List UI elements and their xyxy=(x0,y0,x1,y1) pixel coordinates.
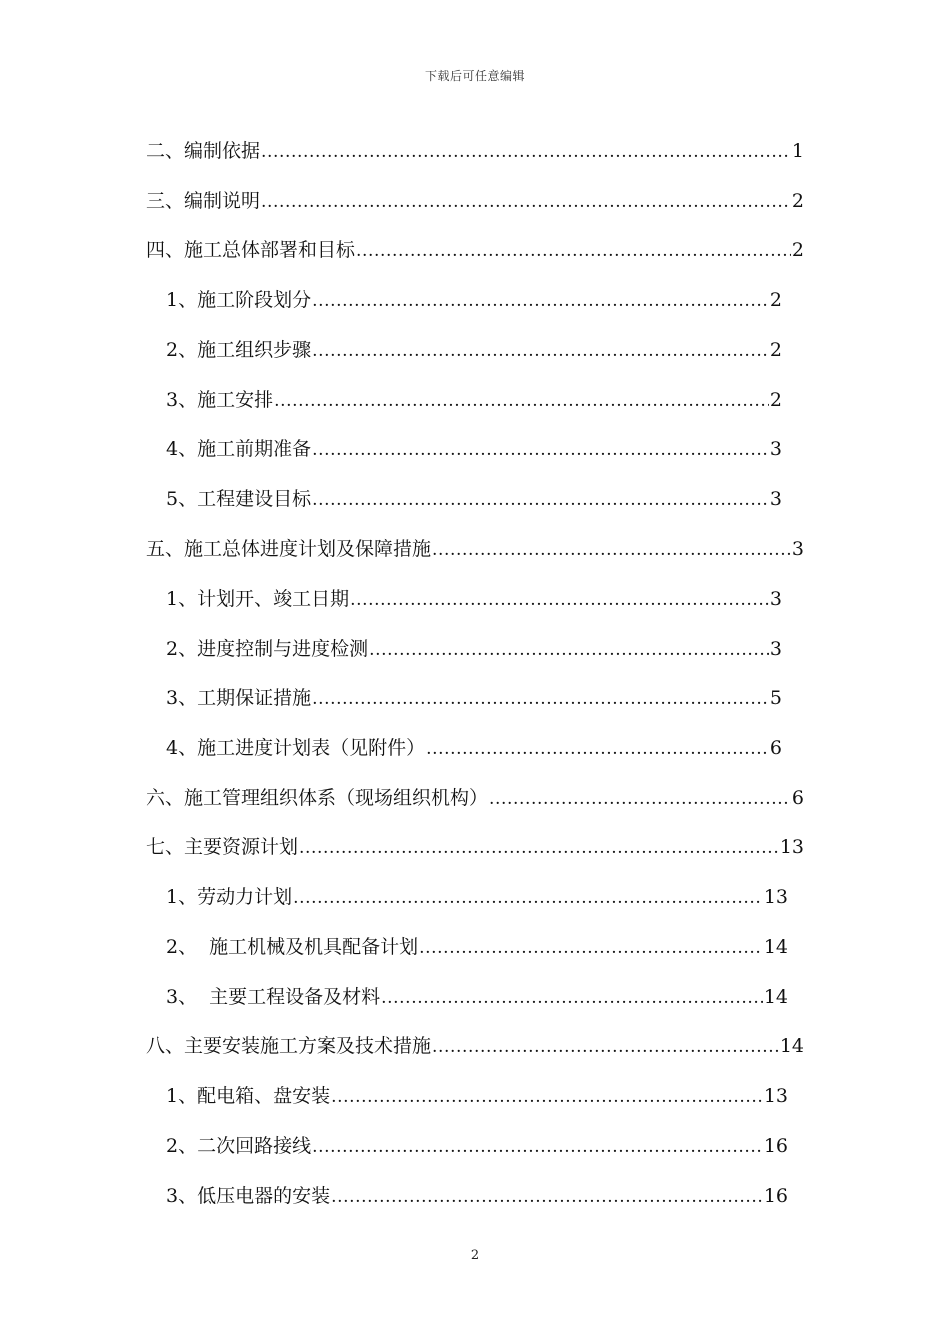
toc-dot-leader xyxy=(350,583,769,617)
toc-entry[interactable] xyxy=(146,184,804,218)
toc-entry[interactable] xyxy=(166,582,782,616)
toc-entry[interactable] xyxy=(166,383,782,417)
toc-entry[interactable] xyxy=(166,1079,788,1113)
toc-entry-label: 3、施工安排 xyxy=(166,389,274,411)
toc-entry-page: 3 xyxy=(769,588,782,610)
toc-dot-leader xyxy=(312,483,769,517)
toc-dot-leader xyxy=(312,334,769,368)
toc-entry[interactable] xyxy=(166,1179,788,1213)
toc-dot-leader xyxy=(369,633,769,667)
toc-entry-page: 3 xyxy=(791,538,804,560)
toc-entry-page: 5 xyxy=(769,687,782,709)
toc-entry[interactable] xyxy=(146,830,804,864)
toc-entry-page: 14 xyxy=(763,986,788,1008)
toc-entry[interactable] xyxy=(166,681,782,715)
toc-entry-label: 五、施工总体进度计划及保障措施 xyxy=(146,538,432,560)
toc-entry-page: 3 xyxy=(769,488,782,510)
toc-entry-page: 13 xyxy=(763,886,788,908)
page-number: 2 xyxy=(470,1248,480,1263)
toc-entry-label: 2、 施工机械及机具配备计划 xyxy=(166,936,419,958)
toc-entry-label: 七、主要资源计划 xyxy=(146,836,299,858)
toc-entry-label: 2、二次回路接线 xyxy=(166,1135,312,1157)
toc-entry[interactable] xyxy=(166,333,782,367)
toc-entry-page: 2 xyxy=(769,339,782,361)
toc-dot-leader xyxy=(261,135,791,169)
toc-entry[interactable] xyxy=(146,134,804,168)
toc-entry-page: 16 xyxy=(763,1135,788,1157)
toc-dot-leader xyxy=(426,732,769,766)
toc-entry-page: 14 xyxy=(763,936,788,958)
toc-entry-page: 2 xyxy=(791,190,804,212)
toc-entry[interactable] xyxy=(166,731,782,765)
toc-entry[interactable] xyxy=(166,482,782,516)
toc-dot-leader xyxy=(381,981,763,1015)
toc-entry-label: 四、施工总体部署和目标 xyxy=(146,239,356,261)
toc-dot-leader xyxy=(312,284,769,318)
toc-entry-page: 14 xyxy=(779,1035,804,1057)
toc-dot-leader xyxy=(331,1180,763,1214)
toc-entry-page: 6 xyxy=(769,737,782,759)
toc-dot-leader xyxy=(299,831,779,865)
toc-entry-page: 2 xyxy=(769,289,782,311)
toc-entry[interactable] xyxy=(166,980,788,1014)
toc-entry-label: 3、 主要工程设备及材料 xyxy=(166,986,381,1008)
toc-entry-label: 六、施工管理组织体系（现场组织机构） xyxy=(146,787,489,809)
toc-entry-label: 1、配电箱、盘安装 xyxy=(166,1085,331,1107)
toc-entry[interactable] xyxy=(166,283,782,317)
toc-entry-label: 4、施工进度计划表（见附件） xyxy=(166,737,426,759)
toc-entry[interactable] xyxy=(166,880,788,914)
page-header: 下载后可任意编辑 xyxy=(424,69,525,83)
toc-dot-leader xyxy=(432,1030,779,1064)
toc-entry[interactable] xyxy=(166,632,782,666)
toc-entry-label: 4、施工前期准备 xyxy=(166,438,312,460)
toc-dot-leader xyxy=(261,185,791,219)
toc-entry[interactable] xyxy=(166,432,782,466)
toc-entry-page: 13 xyxy=(763,1085,788,1107)
toc-dot-leader xyxy=(293,881,763,915)
toc-entry[interactable] xyxy=(146,233,804,267)
toc-dot-leader xyxy=(432,533,791,567)
toc-dot-leader xyxy=(356,234,791,268)
toc-dot-leader xyxy=(274,384,769,418)
toc-entry-label: 2、进度控制与进度检测 xyxy=(166,638,369,660)
toc-entry[interactable] xyxy=(166,1129,788,1163)
toc-entry-page: 13 xyxy=(779,836,804,858)
toc-entry-label: 三、编制说明 xyxy=(146,190,261,212)
toc-dot-leader xyxy=(419,931,763,965)
toc-entry-label: 1、施工阶段划分 xyxy=(166,289,312,311)
toc-dot-leader xyxy=(312,682,769,716)
toc-entry-page: 2 xyxy=(791,239,804,261)
toc-entry[interactable] xyxy=(146,781,804,815)
toc-entry-label: 八、主要安装施工方案及技术措施 xyxy=(146,1035,432,1057)
toc-entry-page: 1 xyxy=(791,140,804,162)
toc-dot-leader xyxy=(312,433,769,467)
toc-entry-label: 二、编制依据 xyxy=(146,140,261,162)
toc-entry-label: 3、低压电器的安装 xyxy=(166,1185,331,1207)
toc-entry[interactable] xyxy=(166,930,788,964)
toc-entry-label: 1、劳动力计划 xyxy=(166,886,293,908)
toc-dot-leader xyxy=(331,1080,763,1114)
toc-entry-label: 3、工期保证措施 xyxy=(166,687,312,709)
toc-entry-label: 5、工程建设目标 xyxy=(166,488,312,510)
toc-entry-page: 3 xyxy=(769,638,782,660)
toc-entry-page: 3 xyxy=(769,438,782,460)
toc-entry[interactable] xyxy=(146,532,804,566)
toc-entry-label: 2、施工组织步骤 xyxy=(166,339,312,361)
toc-dot-leader xyxy=(489,782,791,816)
toc-entry-page: 6 xyxy=(791,787,804,809)
toc-entry-label: 1、计划开、竣工日期 xyxy=(166,588,350,610)
toc-entry[interactable] xyxy=(146,1029,804,1063)
toc-entry-page: 16 xyxy=(763,1185,788,1207)
toc-dot-leader xyxy=(312,1130,763,1164)
toc-entry-page: 2 xyxy=(769,389,782,411)
